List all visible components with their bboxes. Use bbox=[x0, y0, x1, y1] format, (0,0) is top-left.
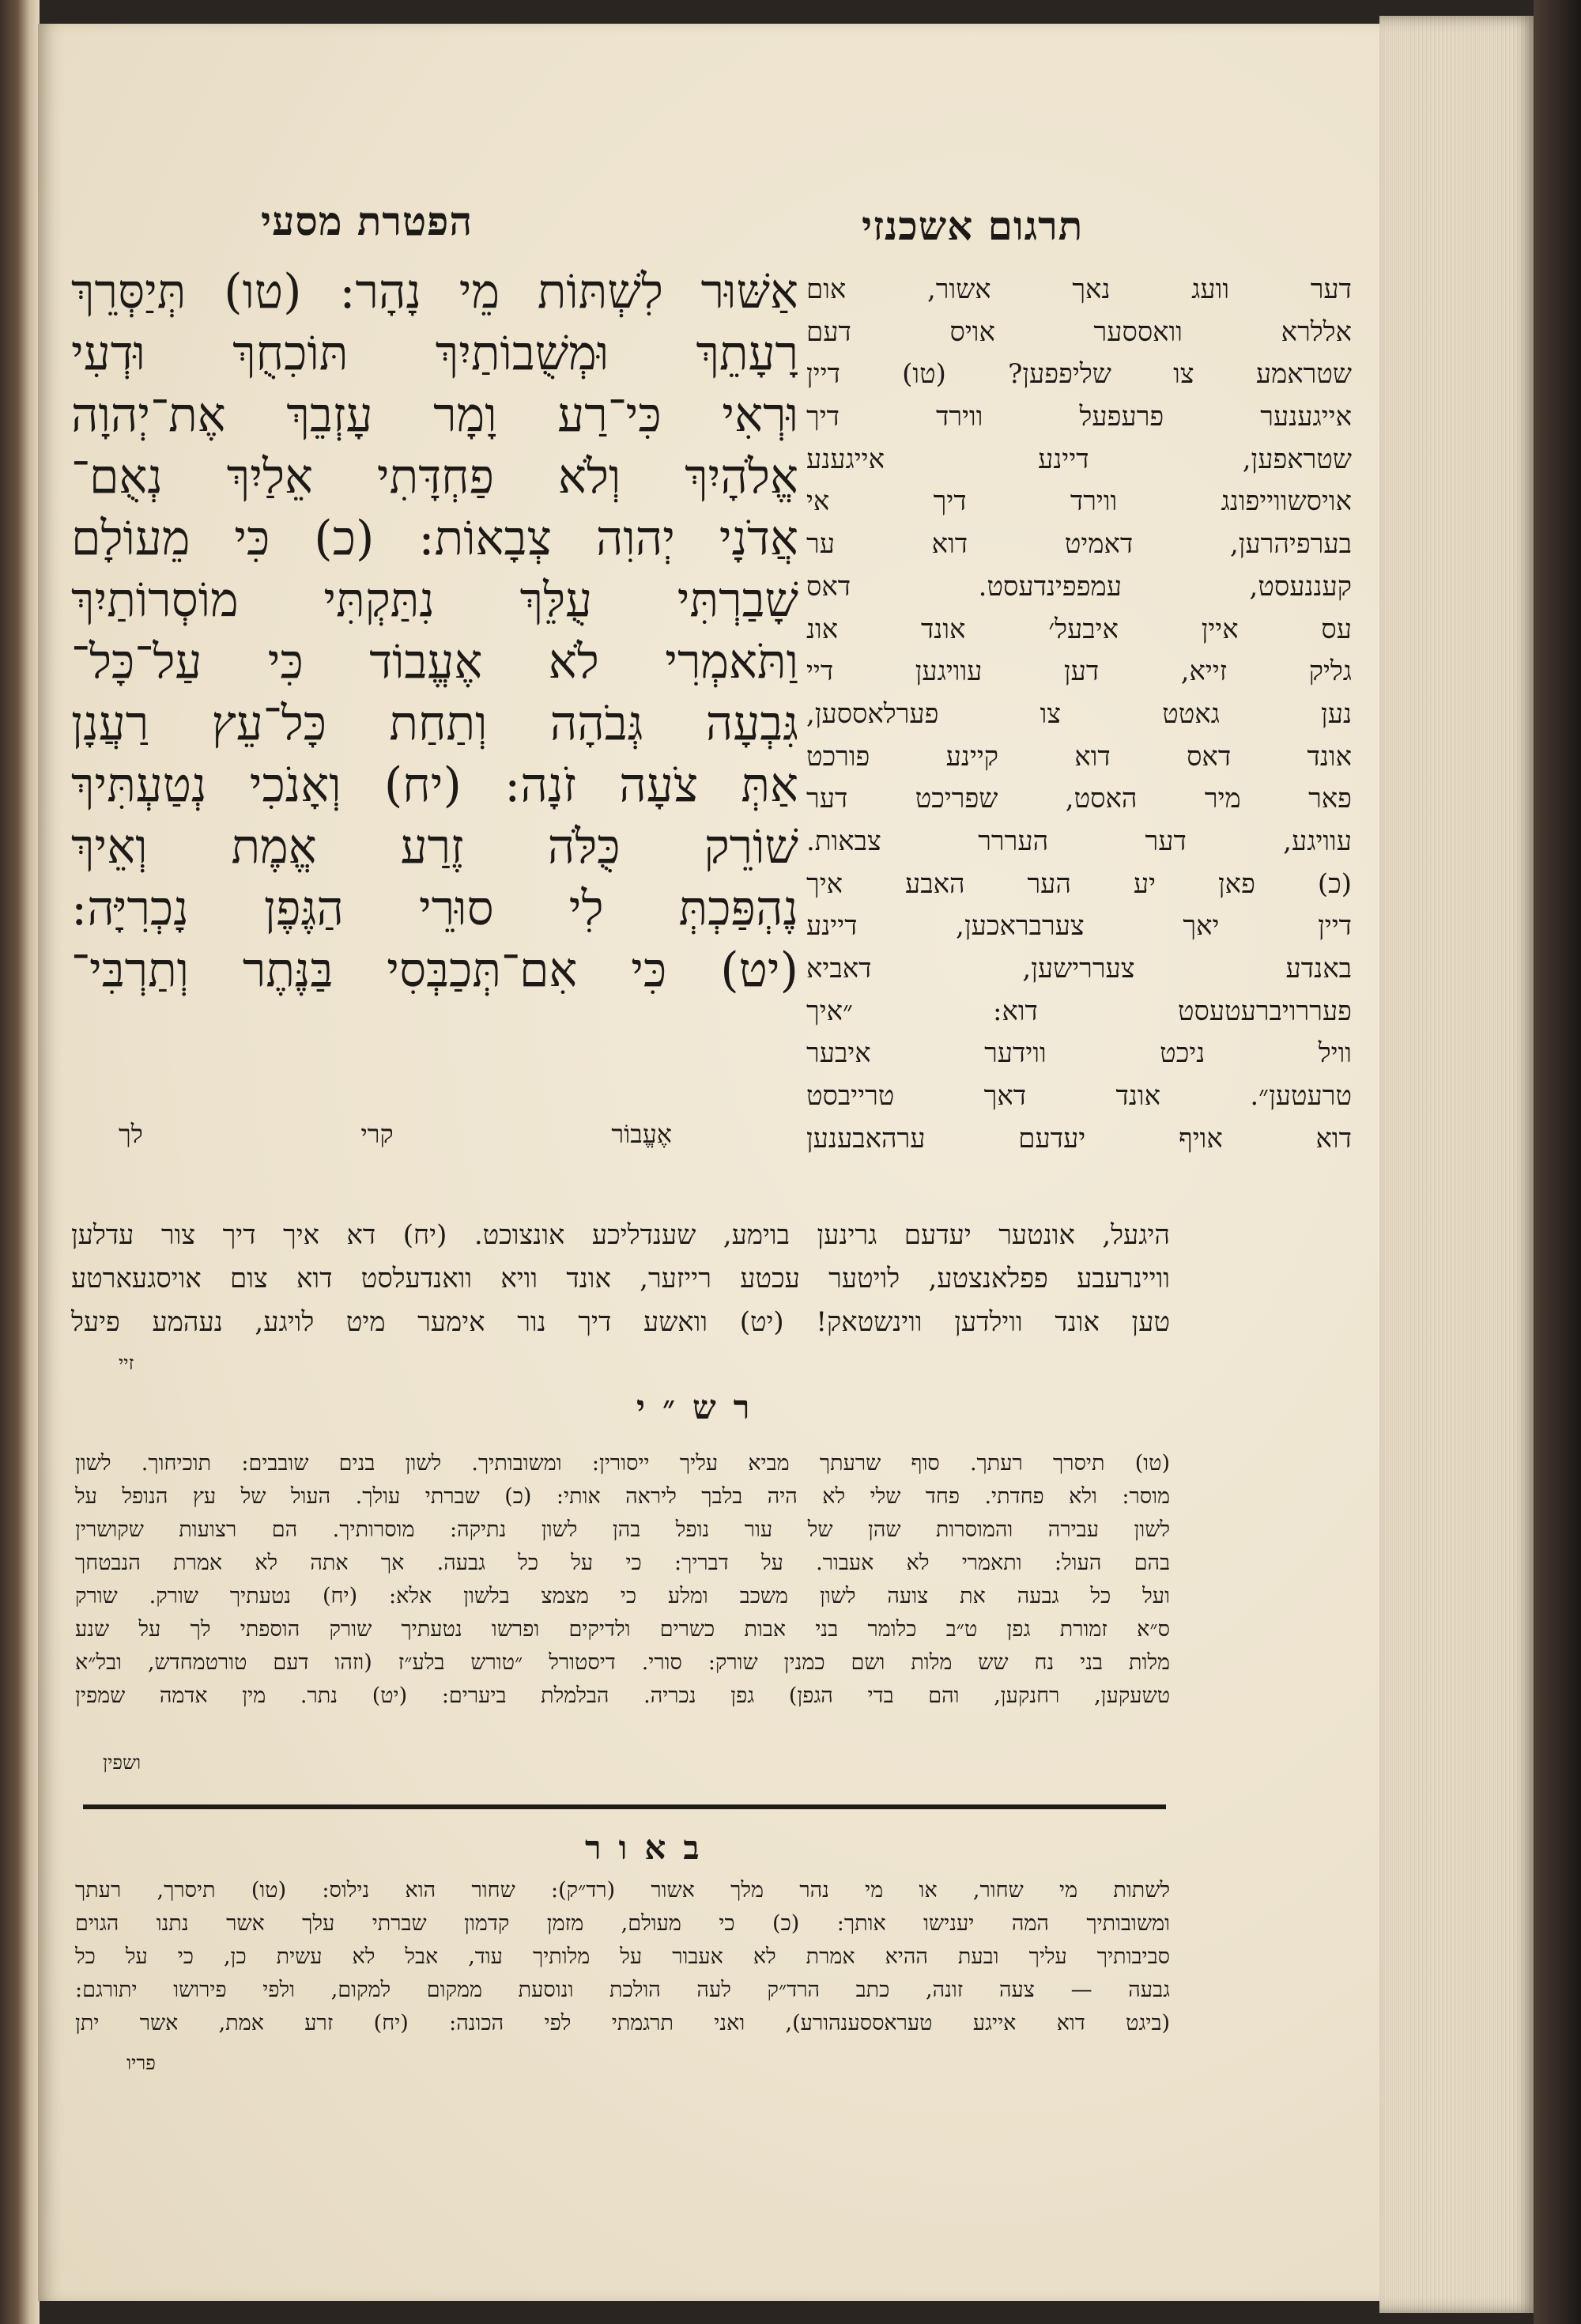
targum-line: דוא אויף יעדעם ערהאבענען bbox=[806, 1122, 1352, 1154]
rashi-title: רש״י bbox=[636, 1388, 768, 1427]
targum-catchword: זיי bbox=[119, 1352, 134, 1374]
targum-line: גליק זייא, דען עוויגען דיי bbox=[806, 656, 1352, 688]
targum-line: אויסשווייפונג ווירד דיך אי bbox=[806, 486, 1352, 518]
targum-wide-line: היגעל, אונטער יעדעם גרינען בוימע, שענדליכע אונצוכט. (יח) דא איך דיך צור עדלען bbox=[71, 1219, 1170, 1251]
verse-line: שָׁבַרְתִּי עֻלֵּךְ נִתַּקְתִּי מוֹסְרוֹתַיִךְ bbox=[71, 572, 798, 628]
biur-line: ומשובותיך המה יענישו אותך: (כ) כי מעולם, מזמן קדמון שברתי עלך אשר נתנו הגוים bbox=[75, 1911, 1170, 1936]
targum-line: (כ) פאן יע הער האבע איך bbox=[806, 867, 1352, 900]
biur-line: גבעה — צעה זונה, כתב הרד״ק לעה הולכת ונוסעת ממקום למקום, ולפי פירושו יתורגם: bbox=[75, 1978, 1170, 2002]
targum-line: אללרא וואססער אויס דעם bbox=[806, 316, 1352, 348]
verse-line: (יט) כִּי אִם־תְּכַבְּסִי בַּנֶּתֶר וְתַרְבִּי־ bbox=[71, 943, 798, 998]
targum-line: דער וועג נאך אשור, אום bbox=[806, 274, 1352, 305]
verse-line: נֶהְפַּכְתְּ לִי סוּרֵי הַגֶּפֶן נָכְרִיָּה: bbox=[71, 881, 798, 936]
targum-line: אונד דאס דוא קיינע פורכט bbox=[806, 740, 1352, 773]
biur-line: (ביגט דוא אייגע טעראססענהורע), ואני תרגמתי לפי הכונה: (יח) זרע אמת, אשר יתן bbox=[75, 2011, 1170, 2035]
rashi-line: ס״א זמורת גפן ט״ב כלומר בני אבות כשרים ולדיקים ופרשו נטעתיך שורק הוספתי לך על שנע bbox=[75, 1617, 1170, 1642]
rashi-line: טשעקען, רחנקען, והם בדי הגפן) גפן נכריה. הבלמלת ביערים: (יט) נתר. מין אדמה שמפין bbox=[75, 1683, 1170, 1708]
verse-line: וַתֹּאמְרִי לֹא אֶעֱבוֹד כִּי עַל־כָּל־ bbox=[71, 634, 798, 690]
targum-line: דיין יאך צערבראכען, דיינע bbox=[806, 910, 1352, 943]
verse-line: אַתְּ צֹעָה זֹנָה: (יח) וְאָנֹכִי נְטַעְתִּיךְ bbox=[71, 758, 798, 813]
haftarah-header: הפטרת מסעי bbox=[261, 198, 474, 244]
verse-line: וּרְאִי כִּי־רַע וָמָר עָזְבֵךְ אֶת־יְהוָה bbox=[71, 387, 798, 443]
biur-line: לשתות מי שחור, או מי נהר מלך אשור (רד״ק): שחור הוא נילוס: (טו) תיסרך, רעתך bbox=[75, 1878, 1170, 1903]
rashi-commentary bbox=[75, 1447, 1170, 1713]
divider-rule bbox=[83, 1804, 1166, 1809]
targum-continuation bbox=[71, 1214, 1170, 1344]
targum-wide-line: טען אונד ווילדען ווינשטאק! (יט) וואשע דיך נור אימער מיט לויגע, נעהמע פיעל bbox=[71, 1306, 1170, 1338]
targum-header: תרגום אשכנזי bbox=[862, 202, 1084, 249]
targum-line: אייגענער פרעפעל ווירד דיך bbox=[806, 401, 1352, 433]
targum-line: עוויגע, דער העררר צבאות. bbox=[806, 825, 1352, 857]
targum-wide-line: וויינרעבע פפלאנצטע, לויטער עכטע רייזער, אונד וויא וואנדעלסט דוא צום אויסגעארטע bbox=[71, 1263, 1170, 1294]
targum-line: נען גאטט צו פערלאססען, bbox=[806, 697, 1352, 730]
rashi-line: (טו) תיסרך רעתך. סוף שרעתך מביא עליך ייסורין: ומשובותיך. לשון בנים שובבים: תוכיחוך. לשון bbox=[75, 1451, 1170, 1476]
targum-line: פאר מיר האסט, שפריכט דער bbox=[806, 783, 1352, 815]
verse-line: אַשּׁוּר לִשְׁתּוֹת מֵי נָהָר: (טו) תְּיַסְּרֵךְ bbox=[71, 264, 798, 319]
targum-line: שטראפען, דיינע אייגענע bbox=[806, 443, 1352, 475]
targum-line: טרעטען״. אונד דאך טרייבסט bbox=[806, 1080, 1352, 1113]
verse-line: אֲדֹנָי יְהוִה צְבָאוֹת: (כ) כִּי מֵעוֹלָם bbox=[71, 511, 798, 566]
rashi-line: מוסר: ולא פחדתי. פחד שלי לא היה בלבך ליראה אותי: (כ) שברתי עולך. העול של עץ הנופל על bbox=[75, 1484, 1170, 1509]
qere-note: אֶעֱבוֹר קרי לך bbox=[119, 1119, 672, 1149]
verse-line: גִּבְעָה גְּבֹהָה וְתַחַת כָּל־עֵץ רַעֲנָן bbox=[71, 696, 798, 751]
rashi-line: מלות בני נח שש מלות ושם כמנין שורק: סורי. דיסטורל ״טורש בלע״ז (וזהו דעם טורטמחדש, ובל״א bbox=[75, 1650, 1170, 1675]
rashi-line: בהם העול: ותאמרי לא אעבור. על דבריך: כי על כל גבעה. אך אתה לא אמרת הנבטחך bbox=[75, 1551, 1170, 1575]
book-shadow bbox=[1534, 0, 1581, 2324]
rashi-catchword: ושפין bbox=[103, 1752, 141, 1774]
hebrew-verse-column bbox=[71, 261, 798, 1001]
biur-commentary bbox=[75, 1874, 1170, 2040]
book-spine-edge bbox=[0, 0, 40, 2324]
verse-line: אֱלֹהָיִךְ וְלֹא פַחְדָּתִי אֵלַיִךְ נְאֻם־ bbox=[71, 449, 798, 504]
page-stack-edge bbox=[1379, 16, 1538, 2313]
verse-line: שׁוֹרֵק כֻּלֹּה זֶרַע אֱמֶת וְאֵיךְ bbox=[71, 819, 798, 875]
targum-column bbox=[806, 269, 1352, 1160]
rashi-line: ועל כל גבעה את צועה לשון משכב ומלע כי מצמצ בלשון אלא: (יח) נטעתיך שורק. שורק bbox=[75, 1584, 1170, 1608]
biur-title: באור bbox=[585, 1828, 717, 1867]
targum-line: קעננעסט, עמפפינדעסט. דאס bbox=[806, 570, 1352, 603]
targum-line: פעררויברעטעסט דוא: ״איך bbox=[806, 995, 1352, 1027]
targum-line: בערפיהרען, דאמיט דוא ער bbox=[806, 528, 1352, 561]
biur-catchword: פריו bbox=[126, 2052, 156, 2074]
targum-line: באנדע צעררישען, דאביא bbox=[806, 953, 1352, 984]
targum-line: שטראמע צו שליפפען? (טו) דיין bbox=[806, 358, 1352, 391]
targum-line: וויל ניכט ווידער איבער bbox=[806, 1037, 1352, 1070]
verse-line: רָעָתֵךְ וּמְשֻׁבוֹתַיִךְ תּוֹכִחֻךְ וּדְעִי bbox=[71, 326, 798, 381]
targum-line: עס איין איבעל׳ אונד אונ bbox=[806, 613, 1352, 645]
biur-line: סביבותיך עליך ובעת ההיא אמרת לא אעבור על מלותיך עוד, אבל לא עשית כן, כי על כל bbox=[75, 1944, 1170, 1969]
rashi-line: לשון עבירה והמוסרות שהן של עור נופל בהן לשון נתיקה: מוסרותיך. הם רצועות שקושרין bbox=[75, 1517, 1170, 1542]
